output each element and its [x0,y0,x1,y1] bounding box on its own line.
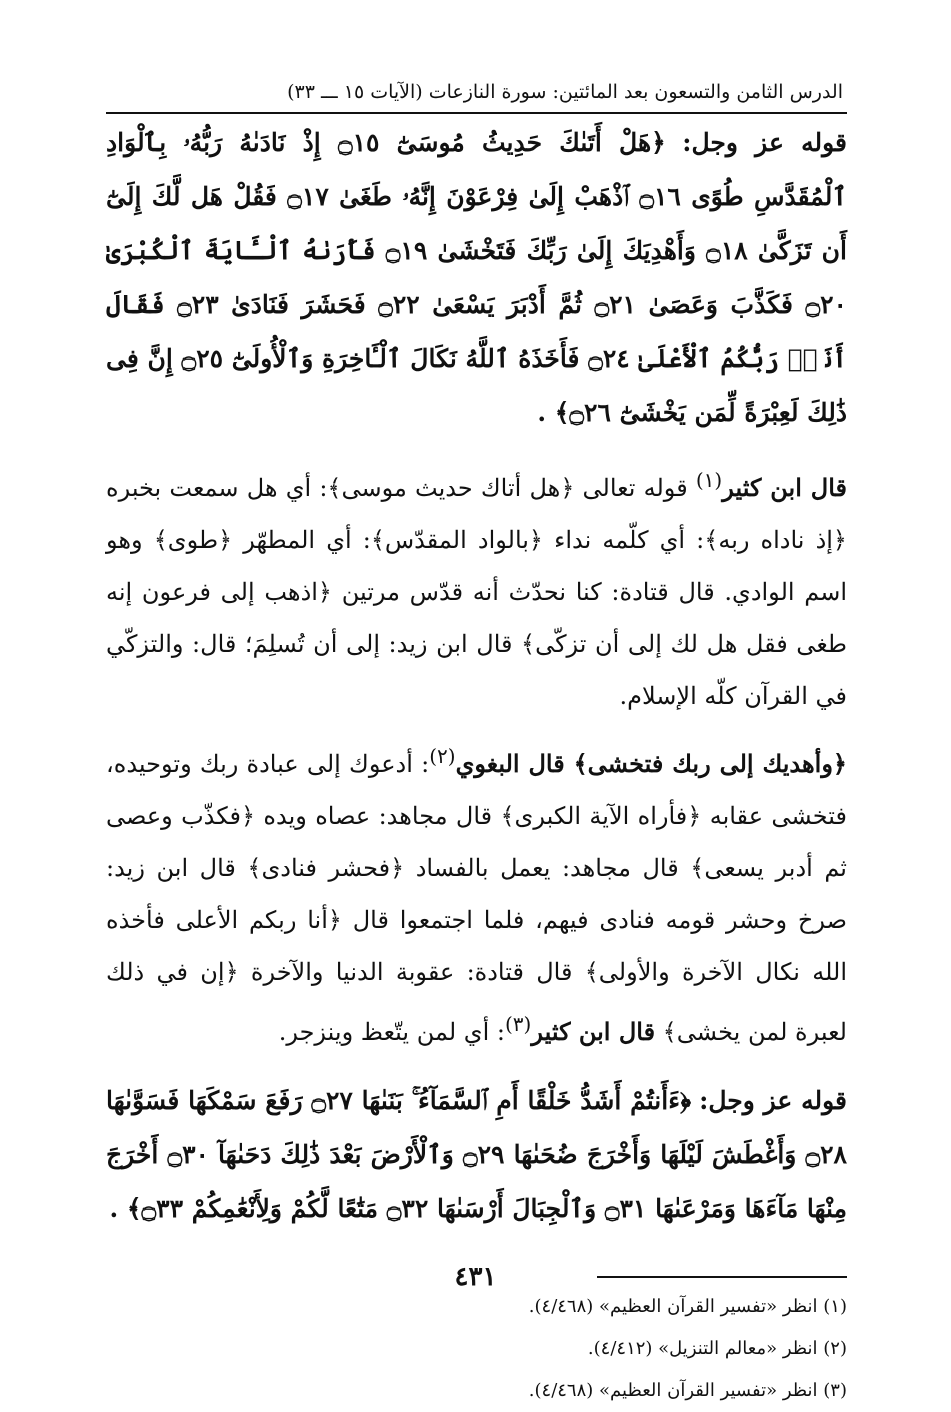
footnote-marker: (٢) [429,744,456,768]
spacer [106,1058,847,1072]
footnotes [106,1286,847,1412]
footnote-marker: (٣) [504,1012,532,1036]
commentary-baghawi [106,730,847,1058]
author-ref: قال ابن كثير [531,1017,656,1046]
section-lead: قوله عز وجل: [682,128,847,157]
footnote-3: (٣) انظر «تفسير القرآن العظيم» (٤/٤٦٨). [528,1380,847,1401]
spacer [106,440,847,454]
footnote-marker: (١) [695,468,723,492]
author-ref: قال ابن كثير [722,473,848,502]
verses-27-33 [106,1074,847,1236]
footnote-1: (١) انظر «تفسير القرآن العظيم» (٤/٤٦٨). [528,1296,847,1317]
page-number: ٤٣١ [454,1262,497,1292]
commentary-text: : أدعوك إلى عبادة ربك وتوحيده، فتخشى عقابه ﴿فأراه الآية الكبرى﴾ قال مجاهد: عصاه ويده ﴿فكذّب وعصى ثم أدبر يسعى﴾ قال مجاهد: يعمل بالفساد ﴿فحشر فنادى﴾ قال ابن زيد: صرخ وحشر قومه فنادى فيهم، فلما اجتمعوا قال ﴿أنا ربكم الأعلى فأخذه الله نكال الآخرة والأولى﴾ قال قتادة: عقوبة الدنيا والآخرة ﴿إن في ذلك لعبرة لمن يخشى﴾ [106,750,847,1046]
commentary-ibn-kathir [106,454,847,722]
quran-verses: ﴿هَلْ أَتَىٰكَ حَدِيثُ مُوسَىٰٓ ۝١٥ إِذْ نَادَىٰهُ رَبُّهُۥ بِٱلْوَادِ ٱلْمُقَدَّسِ طُوًى ۝١٦ ٱذْهَبْ إِلَىٰ فِرْعَوْنَ إِنَّهُۥ طَغَىٰ ۝١٧ فَقُلْ هَل لَّكَ إِلَىٰٓ أَن تَزَكَّىٰ ۝١٨ وَأَهْدِيَكَ إِلَىٰ رَبِّكَ فَتَخْشَىٰ ۝١٩ فَأَرَىٰهُ ٱلْـَٔايَةَ ٱلْكُبْرَىٰ ۝٢٠ فَكَذَّبَ وَعَصَىٰ ۝٢١ ثُمَّ أَدْبَرَ يَسْعَىٰ ۝٢٢ فَحَشَرَ فَنَادَىٰ ۝٢٣ فَقَالَ أَنَا۠ رَبُّكُمُ ٱلْأَعْلَىٰ ۝٢٤ فَأَخَذَهُ ٱللَّهُ نَكَالَ ٱلْـَٔاخِرَةِ وَٱلْأُولَىٰٓ ۝٢٥ إِنَّ فِى ذَٰلِكَ لَعِبْرَةً لِّمَن يَخْشَىٰٓ ۝٢٦﴾ . [106,128,848,427]
commentary-text: قوله تعالى ﴿هل أتاك حديث موسى﴾: أي هل سمعت بخبره ﴿إذ ناداه ربه﴾: أي كلّمه نداء ﴿بالواد المقدّس﴾: أي المطهّر ﴿طوى﴾ وهو اسم الوادي. قال قتادة: كنا نحدّث أنه قدّس مرتين ﴿اذهب إلى فرعون إنه طغى فقل هل لك إلى أن تزكّى﴾ قال ابن زيد: إلى أن تُسلِمَ؛ قال: والتزكّي في القرآن كلّه الإسلام. [106,474,847,710]
header-rule [106,112,847,114]
author-ref: قال البغوي [455,749,565,778]
verses-15-26 [106,116,847,440]
section-lead: قوله عز وجل: [699,1086,847,1115]
quote-text: ﴿وأهديك إلى ربك فتخشى﴾ [564,749,847,778]
running-head: الدرس الثامن والتسعون بعد المائتين: سورة النازعات (الآيات ١٥ ـــ ٣٣) [287,81,843,103]
commentary-text: : أي لمن يتّعظ وينزجر. [278,1018,505,1046]
spacer [106,722,847,730]
footnote-2: (٢) انظر «معالم التنزيل» (٤/٤١٢). [587,1338,847,1359]
quran-verses: ﴿ءَأَنتُمْ أَشَدُّ خَلْقًا أَمِ ٱلسَّمَآءُ ۚ بَنَىٰهَا ۝٢٧ رَفَعَ سَمْكَهَا فَسَوَّىٰهَا ۝٢٨ وَأَغْطَشَ لَيْلَهَا وَأَخْرَجَ ضُحَىٰهَا ۝٢٩ وَٱلْأَرْضَ بَعْدَ ذَٰلِكَ دَحَىٰهَآ ۝٣٠ أَخْرَجَ مِنْهَا مَآءَهَا وَمَرْعَىٰهَا ۝٣١ وَٱلْجِبَالَ أَرْسَىٰهَا ۝٣٢ مَتَٰعًا لَّكُمْ وَلِأَنْعَٰمِكُمْ ۝٣٣﴾ . [106,1086,847,1223]
